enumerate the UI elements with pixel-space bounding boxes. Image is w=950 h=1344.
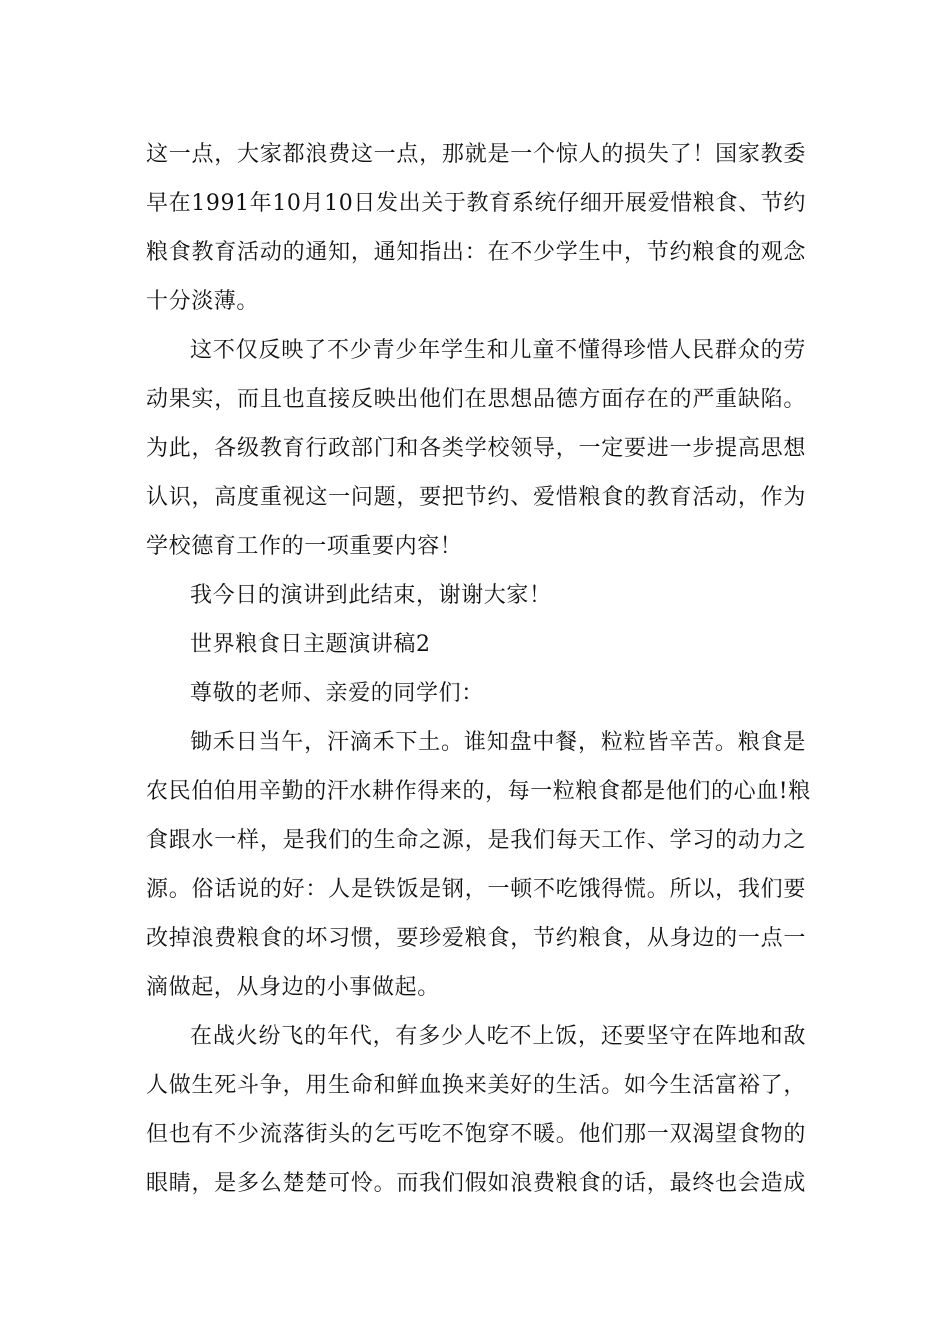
text-line: 粮食教育活动的通知，通知指出：在不少学生中，节约粮食的观念 — [146, 240, 806, 265]
text-line: 尊敬的老师、亲爱的同学们： — [190, 681, 484, 706]
paragraph — [146, 571, 806, 620]
text-line: 这一点，大家都浪费这一点，那就是一个惊人的损失了！国家教委 — [146, 142, 806, 167]
text-line: 认识，高度重视这一问题，要把节约、爱惜粮食的教育活动，作为 — [146, 485, 806, 510]
text-line: 我今日的演讲到此结束，谢谢大家！ — [190, 583, 552, 608]
text-line: 滴做起，从身边的小事做起。 — [146, 975, 440, 1000]
paragraph — [146, 669, 806, 718]
text-line: 早在1991年10月10日发出关于教育系统仔细开展爱惜粮食、节约 — [146, 191, 806, 216]
paragraph — [146, 620, 806, 669]
text-line: 十分淡薄。 — [146, 289, 260, 314]
text-line: 源。俗话说的好：人是铁饭是钢，一顿不吃饿得慌。所以，我们要 — [146, 877, 806, 902]
text-line: 眼睛，是多么楚楚可怜。而我们假如浪费粮食的话，最终也会造成 — [146, 1171, 806, 1196]
text-line: 学校德育工作的一项重要内容！ — [146, 534, 463, 559]
text-line: 锄禾日当午，汗滴禾下土。谁知盘中餐，粒粒皆辛苦。粮食是 — [190, 730, 806, 755]
text-line: 改掉浪费粮食的坏习惯，要珍爱粮食，节约粮食，从身边的一点一 — [146, 926, 806, 951]
text-line: 这不仅反映了不少青少年学生和儿童不懂得珍惜人民群众的劳 — [190, 338, 806, 363]
text-line: 在战火纷飞的年代，有多少人吃不上饭，还要坚守在阵地和敌 — [190, 1024, 806, 1049]
paragraph — [146, 1012, 806, 1208]
text-line: 农民伯伯用辛勤的汗水耕作得来的，每一粒粮食都是他们的心血!粮 — [146, 779, 811, 804]
paragraph — [146, 326, 806, 571]
document-body — [146, 130, 811, 1208]
text-line: 食跟水一样，是我们的生命之源，是我们每天工作、学习的动力之 — [146, 828, 806, 853]
paragraph — [146, 130, 806, 326]
text-line: 世界粮食日主题演讲稿2 — [190, 632, 431, 657]
text-line: 动果实，而且也直接反映出他们在思想品德方面存在的严重缺陷。 — [146, 387, 806, 412]
paragraph — [146, 718, 811, 1012]
text-line: 但也有不少流落街头的乞丐吃不饱穿不暖。他们那一双渴望食物的 — [146, 1122, 806, 1147]
text-line: 人做生死斗争，用生命和鲜血换来美好的生活。如今生活富裕了， — [146, 1073, 806, 1098]
text-line: 为此，各级教育行政部门和各类学校领导，一定要进一步提高思想 — [146, 436, 806, 461]
